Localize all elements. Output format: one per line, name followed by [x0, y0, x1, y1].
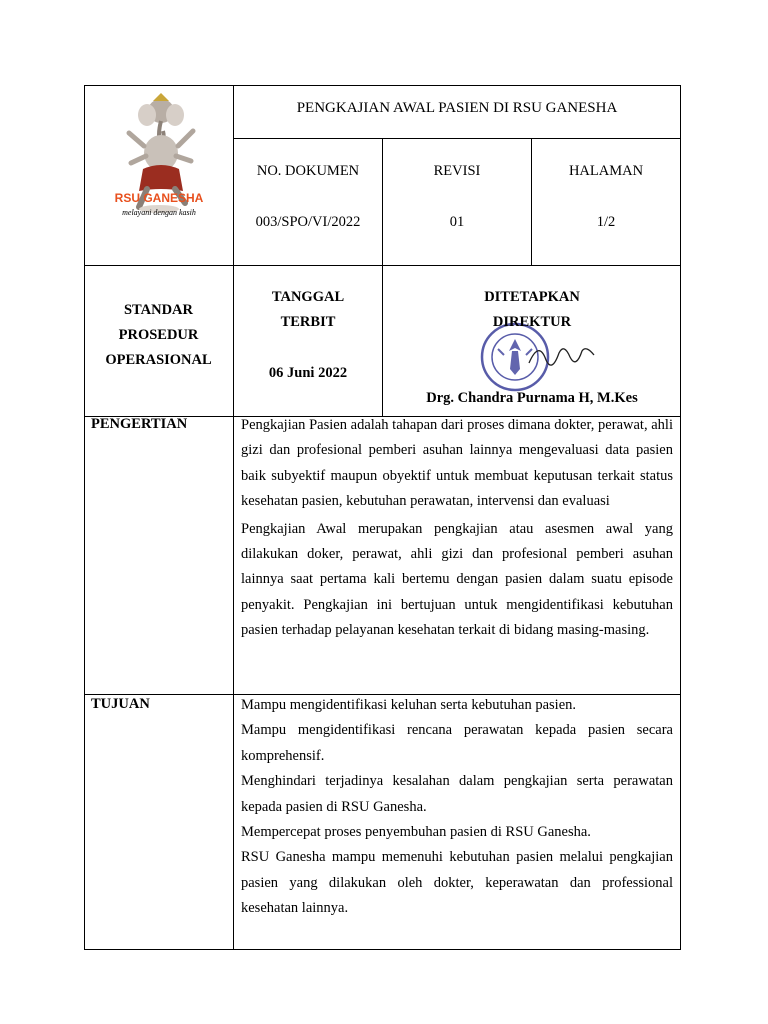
frame-bottom: [84, 949, 681, 950]
signature-icon: [524, 335, 604, 375]
direktur-label: DIREKTUR: [492, 314, 572, 330]
tujuan-item: Mampu mengidentifikasi keluhan serta kebutuhan pasien.: [241, 697, 577, 713]
pengertian-paragraph: Pengkajian Pasien adalah tahapan dari proses dimana dokter, perawat, ahli gizi dan profesional pemberi asuhan lainnya mengevaluasi data pasien baik subyektif maupun obyektif untuk membuat keputusan terkait status kesehatan pasien, kebutuhan perawatan, intervensi dan evaluasi: [241, 417, 673, 510]
sop-type-line1: STANDAR: [123, 302, 194, 318]
logo-name: RSU GANESHA: [114, 191, 204, 205]
tujuan-item: Mampu mengidentifikasi rencana perawatan kepada pasien secara komprehensif.: [241, 722, 673, 764]
no-dokumen-value: 003/SPO/VI/2022: [255, 214, 361, 230]
sop-type-line3: OPERASIONAL: [105, 352, 212, 368]
divider-col3: [531, 138, 532, 265]
halaman-label: HALAMAN: [568, 163, 644, 179]
frame-top: [84, 85, 681, 86]
divider-header: [84, 265, 681, 266]
tujuan-content: [241, 693, 673, 922]
hospital-logo: [109, 91, 209, 226]
frame-right: [680, 85, 681, 950]
frame-left: [84, 85, 85, 950]
halaman-value: 1/2: [596, 214, 616, 230]
no-dokumen-label: NO. DOKUMEN: [256, 163, 360, 179]
pengertian-content: [241, 413, 673, 644]
tujuan-item: Mempercepat proses penyembuhan pasien di RSU Ganesha.: [241, 824, 591, 841]
tujuan-label: TUJUAN: [91, 696, 150, 712]
sop-document: [84, 85, 681, 950]
logo-tagline: melayani dengan kasih: [122, 208, 196, 217]
divider-title: [233, 138, 681, 139]
ditetapkan-label: DITETAPKAN: [484, 289, 580, 305]
tanggal-terbit-line2: TERBIT: [280, 314, 336, 330]
pengertian-label: PENGERTIAN: [91, 416, 188, 432]
sop-type-line2: PROSEDUR: [118, 327, 199, 343]
tanggal-terbit-line1: TANGGAL: [271, 289, 345, 305]
ganesha-figure-icon: [109, 91, 209, 226]
revisi-value: 01: [449, 214, 465, 230]
tanggal-terbit-value: 06 Juni 2022: [268, 365, 348, 381]
revisi-label: REVISI: [433, 163, 481, 179]
signatory-name: Drg. Chandra Purnama H, M.Kes: [426, 390, 638, 406]
document-title: PENGKAJIAN AWAL PASIEN DI RSU GANESHA: [296, 100, 618, 116]
tujuan-item: Menghindari terjadinya kesalahan dalam pengkajian serta perawatan kepada pasien di RSU Ganesha.: [241, 773, 673, 815]
tujuan-item: RSU Ganesha mampu memenuhi kebutuhan pasien melalui pengkajian pasien yang dilakukan oleh dokter, keperawatan dan professional kesehatan lainnya.: [241, 849, 673, 917]
pengertian-paragraph: Pengkajian Awal merupakan pengkajian atau asesmen awal yang dilakukan doker, perawat, ahli gizi dan profesional pemberi asuhan lainnya saat pertama kali bertemu dengan pasien dalam suatu episode penyakit. Pengkajian ini bertujuan untuk mengidentifikasi kebutuhan pasien terhadap pelayanan kesehatan terkait di bidang masing-masing.: [241, 520, 673, 639]
